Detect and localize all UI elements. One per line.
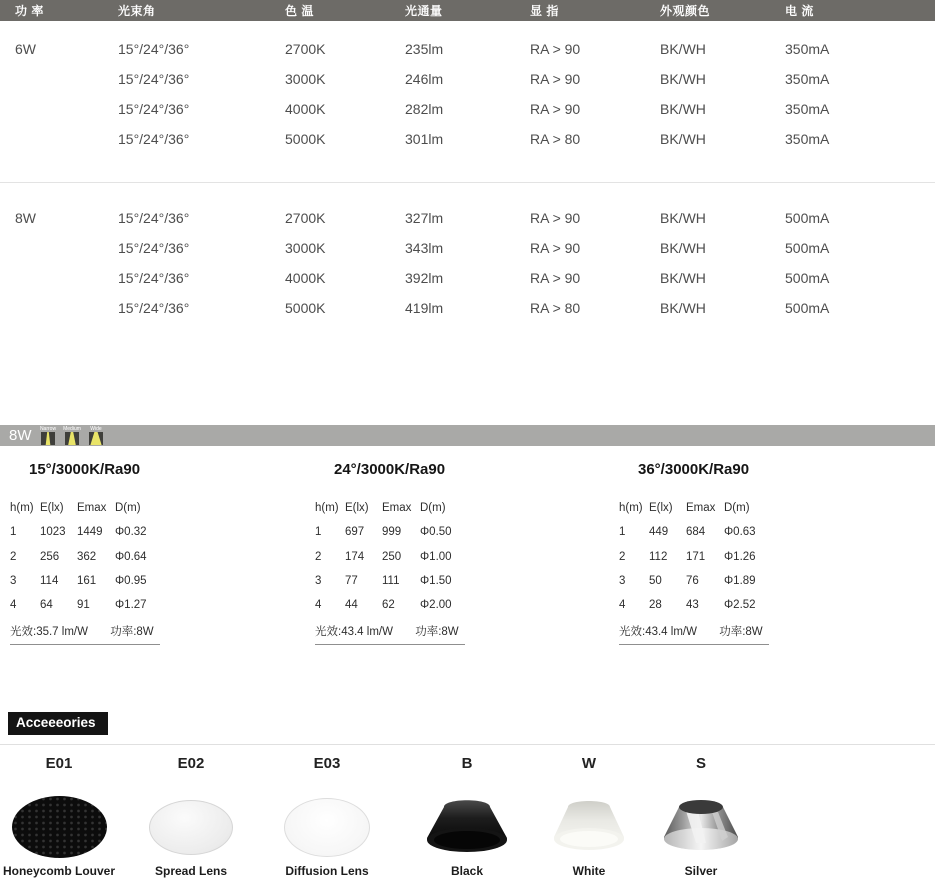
current-cell: 350mA xyxy=(785,41,830,57)
table-row xyxy=(619,599,794,611)
beam-cell: 15°/24°/36° xyxy=(118,270,190,286)
cell: 697 xyxy=(345,526,365,538)
cell: Φ0.32 xyxy=(115,526,147,538)
beam-cell: 15°/24°/36° xyxy=(118,300,190,316)
accessory-name: Diffusion Lens xyxy=(285,864,369,878)
table-row xyxy=(10,575,185,587)
current-cell: 500mA xyxy=(785,270,830,286)
accessory-white xyxy=(530,755,648,878)
table-row xyxy=(0,34,935,64)
beam-wide-label: Wide xyxy=(90,426,102,432)
col-emax: Emax xyxy=(77,502,107,514)
accessory-name: Spread Lens xyxy=(154,864,228,878)
photometric-table-title: 24°/3000K/Ra90 xyxy=(334,461,446,478)
spec-table-header-row xyxy=(0,0,935,21)
table-row xyxy=(0,124,935,154)
cell: Φ0.63 xyxy=(724,526,756,538)
table-row xyxy=(619,526,794,538)
finish-cell: BK/WH xyxy=(660,71,706,87)
cell: 1 xyxy=(10,526,17,538)
spread-lens-icon xyxy=(149,800,233,855)
flux-cell: 419lm xyxy=(405,300,444,316)
accessory-code: S xyxy=(695,755,706,772)
flux-cell: 327lm xyxy=(405,210,444,226)
cell: 28 xyxy=(649,599,662,611)
accessory-silver xyxy=(642,755,760,878)
cct-cell: 5000K xyxy=(285,131,326,147)
cell: 1 xyxy=(315,526,322,538)
cell: 449 xyxy=(649,526,669,538)
cell: 2 xyxy=(315,551,322,563)
cct-cell: 2700K xyxy=(285,41,326,57)
table-row xyxy=(315,526,490,538)
cri-cell: RA > 80 xyxy=(530,300,581,316)
cell: 4 xyxy=(619,599,626,611)
cri-cell: RA > 90 xyxy=(530,41,581,57)
spec-header-cct: 色 温 xyxy=(285,4,314,18)
current-cell: 500mA xyxy=(785,210,830,226)
cell: 114 xyxy=(40,575,59,587)
current-cell: 500mA xyxy=(785,240,830,256)
col-e: E(lx) xyxy=(345,502,369,514)
beam-cell: 15°/24°/36° xyxy=(118,131,190,147)
accessory-code: B xyxy=(461,755,473,772)
beam-cell: 15°/24°/36° xyxy=(118,41,190,57)
cct-cell: 4000K xyxy=(285,270,326,286)
medium-beam-icon xyxy=(65,432,79,445)
current-cell: 350mA xyxy=(785,101,830,117)
cell: Φ1.89 xyxy=(724,575,756,587)
cell: Φ1.26 xyxy=(724,551,756,563)
photometric-table-header xyxy=(10,502,185,514)
flux-cell: 282lm xyxy=(405,101,444,117)
cell: 2 xyxy=(619,551,626,563)
silver-reflector-icon xyxy=(662,797,740,858)
accessory-name: Honeycomb Louver xyxy=(2,864,116,878)
col-e: E(lx) xyxy=(40,502,64,514)
flux-cell: 392lm xyxy=(405,270,444,286)
power-cell xyxy=(15,233,118,263)
cell: 4 xyxy=(10,599,17,611)
cell: 1449 xyxy=(77,526,103,538)
table-row xyxy=(0,203,935,233)
col-h: h(m) xyxy=(315,502,339,514)
cell: 111 xyxy=(382,575,400,587)
cri-cell: RA > 90 xyxy=(530,71,581,87)
power-cell: 6W xyxy=(15,41,36,57)
cell: 161 xyxy=(77,575,97,587)
photometric-table-36deg xyxy=(619,455,869,650)
accessory-name: Black xyxy=(450,864,484,878)
current-cell: 500mA xyxy=(785,300,830,316)
beam-narrow-label: Narrow xyxy=(39,426,57,432)
section-divider xyxy=(0,182,935,183)
cell: 91 xyxy=(77,599,90,611)
beam-cell: 15°/24°/36° xyxy=(118,101,190,117)
spec-header-finish: 外观颜色 xyxy=(660,4,711,18)
finish-cell: BK/WH xyxy=(660,240,706,256)
finish-cell: BK/WH xyxy=(660,210,706,226)
cell: 77 xyxy=(345,575,358,587)
beam-cell: 15°/24°/36° xyxy=(118,240,190,256)
spec-header-flux: 光通量 xyxy=(405,4,443,18)
table-row xyxy=(10,599,185,611)
cell: 256 xyxy=(40,551,60,563)
col-d: D(m) xyxy=(420,502,446,514)
power-cell xyxy=(15,94,118,124)
photometric-table-footer xyxy=(619,623,769,645)
col-h: h(m) xyxy=(10,502,34,514)
col-emax: Emax xyxy=(686,502,716,514)
flux-cell: 343lm xyxy=(405,240,444,256)
col-d: D(m) xyxy=(724,502,750,514)
accessories-divider xyxy=(0,744,935,745)
col-h: h(m) xyxy=(619,502,643,514)
accessory-code: E01 xyxy=(45,755,73,772)
cell: 3 xyxy=(619,575,626,587)
power-cell xyxy=(15,263,118,293)
narrow-beam-icon xyxy=(41,432,55,445)
diffusion-lens-icon xyxy=(284,798,370,857)
cri-cell: RA > 90 xyxy=(530,101,581,117)
flux-cell: 301lm xyxy=(405,131,444,147)
cell: 3 xyxy=(315,575,322,587)
finish-cell: BK/WH xyxy=(660,300,706,316)
cell: Φ2.52 xyxy=(724,599,756,611)
cell: 112 xyxy=(649,551,668,563)
cell: 362 xyxy=(77,551,97,563)
photometry-bar xyxy=(0,425,935,446)
honeycomb-louver-icon xyxy=(12,796,107,858)
beam-wide xyxy=(88,426,104,445)
finish-cell: BK/WH xyxy=(660,131,706,147)
cri-cell: RA > 90 xyxy=(530,240,581,256)
cri-cell: RA > 90 xyxy=(530,210,581,226)
beam-medium xyxy=(64,426,80,445)
col-e: E(lx) xyxy=(649,502,673,514)
table-row xyxy=(0,293,935,323)
power-cell xyxy=(15,64,118,94)
cell: 2 xyxy=(10,551,17,563)
cell: Φ2.00 xyxy=(420,599,452,611)
beam-icon-group xyxy=(40,426,104,445)
photometric-table-header xyxy=(315,502,490,514)
cell: 174 xyxy=(345,551,365,563)
white-reflector-icon xyxy=(552,797,626,858)
cell: 50 xyxy=(649,575,662,587)
cell: 3 xyxy=(10,575,17,587)
col-emax: Emax xyxy=(382,502,412,514)
black-reflector-icon xyxy=(425,796,509,859)
cell: 62 xyxy=(382,599,395,611)
spec-header-beam-angle: 光束角 xyxy=(118,4,156,18)
photometric-table-footer xyxy=(10,623,160,645)
table-row xyxy=(0,94,935,124)
cell: Φ0.95 xyxy=(115,575,147,587)
photometry-bar-power-label: 8W xyxy=(9,427,32,444)
beam-medium-label: Medium xyxy=(63,426,81,432)
wide-beam-icon xyxy=(89,432,103,445)
spec-header-current: 电 流 xyxy=(785,4,814,18)
cct-cell: 4000K xyxy=(285,101,326,117)
cell: 76 xyxy=(686,575,699,587)
beam-cell: 15°/24°/36° xyxy=(118,71,190,87)
accessory-name: Silver xyxy=(684,864,718,878)
power-cell xyxy=(15,124,118,154)
accessory-black xyxy=(408,755,526,878)
power-cell: 8W xyxy=(15,210,36,226)
finish-cell: BK/WH xyxy=(660,270,706,286)
photometric-table-title: 36°/3000K/Ra90 xyxy=(638,461,750,478)
photometric-table-header xyxy=(619,502,794,514)
table-row xyxy=(10,551,185,563)
power-value: 功率:8W xyxy=(415,626,459,638)
power-cell xyxy=(15,293,118,323)
table-row xyxy=(315,551,490,563)
spec-header-power: 功 率 xyxy=(15,4,44,18)
table-row xyxy=(0,263,935,293)
col-d: D(m) xyxy=(115,502,141,514)
beam-cell: 15°/24°/36° xyxy=(118,210,190,226)
cell: Φ0.64 xyxy=(115,551,147,563)
cell: 999 xyxy=(382,526,402,538)
accessory-e01 xyxy=(0,755,118,878)
cct-cell: 2700K xyxy=(285,210,326,226)
accessory-e03 xyxy=(268,755,386,878)
cell: 1 xyxy=(619,526,626,538)
cct-cell: 3000K xyxy=(285,71,326,87)
cri-cell: RA > 90 xyxy=(530,270,581,286)
cell: Φ1.50 xyxy=(420,575,452,587)
photometric-table-title: 15°/3000K/Ra90 xyxy=(29,461,141,478)
accessory-code: E02 xyxy=(177,755,205,772)
table-row xyxy=(619,551,794,563)
accessories-section-title: Acceeeories xyxy=(8,712,108,735)
accessory-code: E03 xyxy=(313,755,341,772)
current-cell: 350mA xyxy=(785,131,830,147)
cell: Φ1.27 xyxy=(115,599,147,611)
accessory-code: W xyxy=(581,755,597,772)
table-row xyxy=(619,575,794,587)
cri-cell: RA > 80 xyxy=(530,131,581,147)
spec-group-6w xyxy=(0,34,935,154)
table-row xyxy=(0,233,935,263)
cell: Φ0.50 xyxy=(420,526,452,538)
cell: 44 xyxy=(345,599,358,611)
beam-narrow xyxy=(40,426,56,445)
photometric-table-footer xyxy=(315,623,465,645)
cell: 4 xyxy=(315,599,322,611)
cct-cell: 5000K xyxy=(285,300,326,316)
accessory-name: White xyxy=(572,864,606,878)
photometric-table-24deg xyxy=(315,455,565,650)
cell: 684 xyxy=(686,526,706,538)
efficacy-value: 光效:43.4 lm/W xyxy=(315,626,393,638)
cell: 171 xyxy=(686,551,706,563)
photometric-table-15deg xyxy=(10,455,260,650)
cell: 43 xyxy=(686,599,699,611)
efficacy-value: 光效:43.4 lm/W xyxy=(619,626,697,638)
power-value: 功率:8W xyxy=(719,626,763,638)
table-row xyxy=(0,64,935,94)
spec-group-8w xyxy=(0,203,935,323)
flux-cell: 235lm xyxy=(405,41,444,57)
cct-cell: 3000K xyxy=(285,240,326,256)
table-row xyxy=(315,599,490,611)
efficacy-value: 光效:35.7 lm/W xyxy=(10,626,88,638)
current-cell: 350mA xyxy=(785,71,830,87)
cell: 64 xyxy=(40,599,53,611)
cell: Φ1.00 xyxy=(420,551,452,563)
finish-cell: BK/WH xyxy=(660,101,706,117)
table-row xyxy=(10,526,185,538)
spec-header-cri: 显 指 xyxy=(530,4,559,18)
finish-cell: BK/WH xyxy=(660,41,706,57)
accessory-e02 xyxy=(132,755,250,878)
table-row xyxy=(315,575,490,587)
cell: 250 xyxy=(382,551,402,563)
cell: 1023 xyxy=(40,526,66,538)
flux-cell: 246lm xyxy=(405,71,444,87)
power-value: 功率:8W xyxy=(110,626,154,638)
